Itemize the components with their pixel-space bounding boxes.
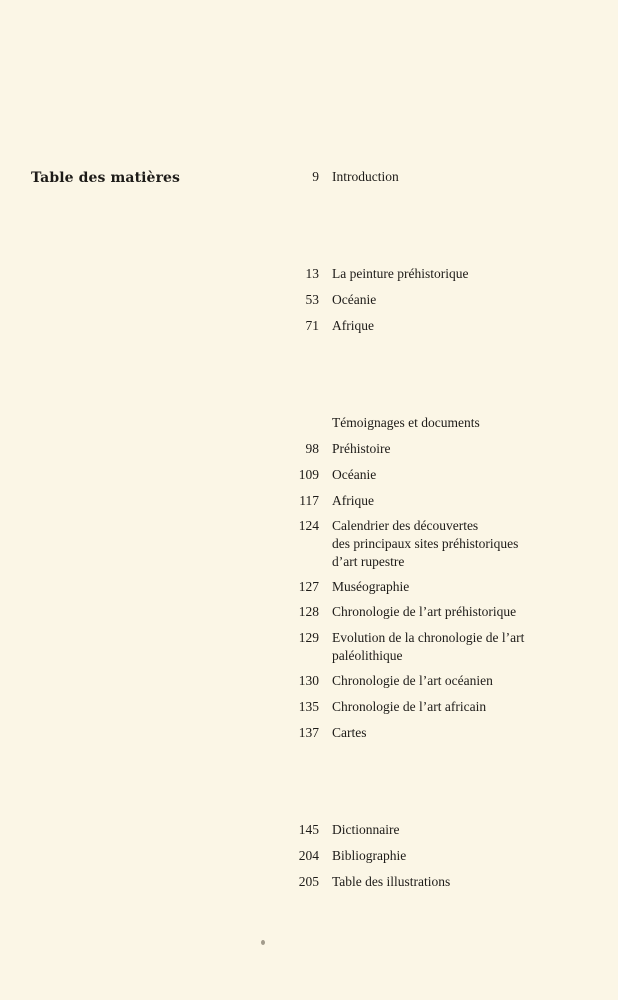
toc-page-number: 71 — [305, 318, 319, 333]
toc-page-number: 128 — [298, 604, 319, 619]
toc-entry-text: Chronologie de l’art préhistorique — [332, 604, 517, 619]
toc-page-number: 109 — [298, 467, 319, 482]
toc-entry-text: Calendrier des découvertes des principaux sites préhistoriques d’art rupestre — [332, 518, 519, 569]
ink-speck — [261, 940, 265, 945]
toc-page-number: 137 — [298, 725, 319, 740]
toc-entry-text: Bibliographie — [332, 848, 407, 863]
toc-page-number: 124 — [298, 518, 319, 533]
toc-page-number: 98 — [305, 441, 319, 456]
toc-page-number: 9 — [312, 169, 319, 184]
toc-page-number: 129 — [298, 630, 319, 645]
toc-page-number: 130 — [298, 673, 319, 688]
toc-entry-text: Océanie — [332, 467, 377, 482]
toc-page-number: 127 — [298, 579, 319, 594]
toc-entry-text: Dictionnaire — [332, 822, 400, 837]
toc-page-number: 117 — [299, 493, 319, 508]
toc-entry-text: Evolution de la chronologie de l’art paléolithique — [332, 630, 525, 663]
section-heading: Témoignages et documents — [332, 415, 480, 430]
toc-page-number: 205 — [298, 874, 319, 889]
toc-page-number: 135 — [298, 699, 319, 714]
toc-entry-text: Muséographie — [332, 579, 410, 594]
toc-entry-text: Table des illustrations — [332, 874, 451, 889]
toc-entry-text: Préhistoire — [332, 441, 391, 456]
toc-page-number: 53 — [305, 292, 319, 307]
toc-page-number: 13 — [305, 266, 319, 281]
toc-entry-text: Introduction — [332, 169, 399, 184]
toc-entry-text: Océanie — [332, 292, 377, 307]
toc-entry-text: Chronologie de l’art océanien — [332, 673, 493, 688]
toc-entry-text: Cartes — [332, 725, 367, 740]
toc-entry-text: La peinture préhistorique — [332, 266, 469, 281]
toc-entry-text: Afrique — [332, 318, 374, 333]
toc-page-number: 145 — [298, 822, 319, 837]
toc-entry-text: Afrique — [332, 493, 374, 508]
toc-entry-text: Chronologie de l’art africain — [332, 699, 487, 714]
toc-page-number: 204 — [298, 848, 319, 863]
page-title: Table des matières — [31, 170, 181, 186]
